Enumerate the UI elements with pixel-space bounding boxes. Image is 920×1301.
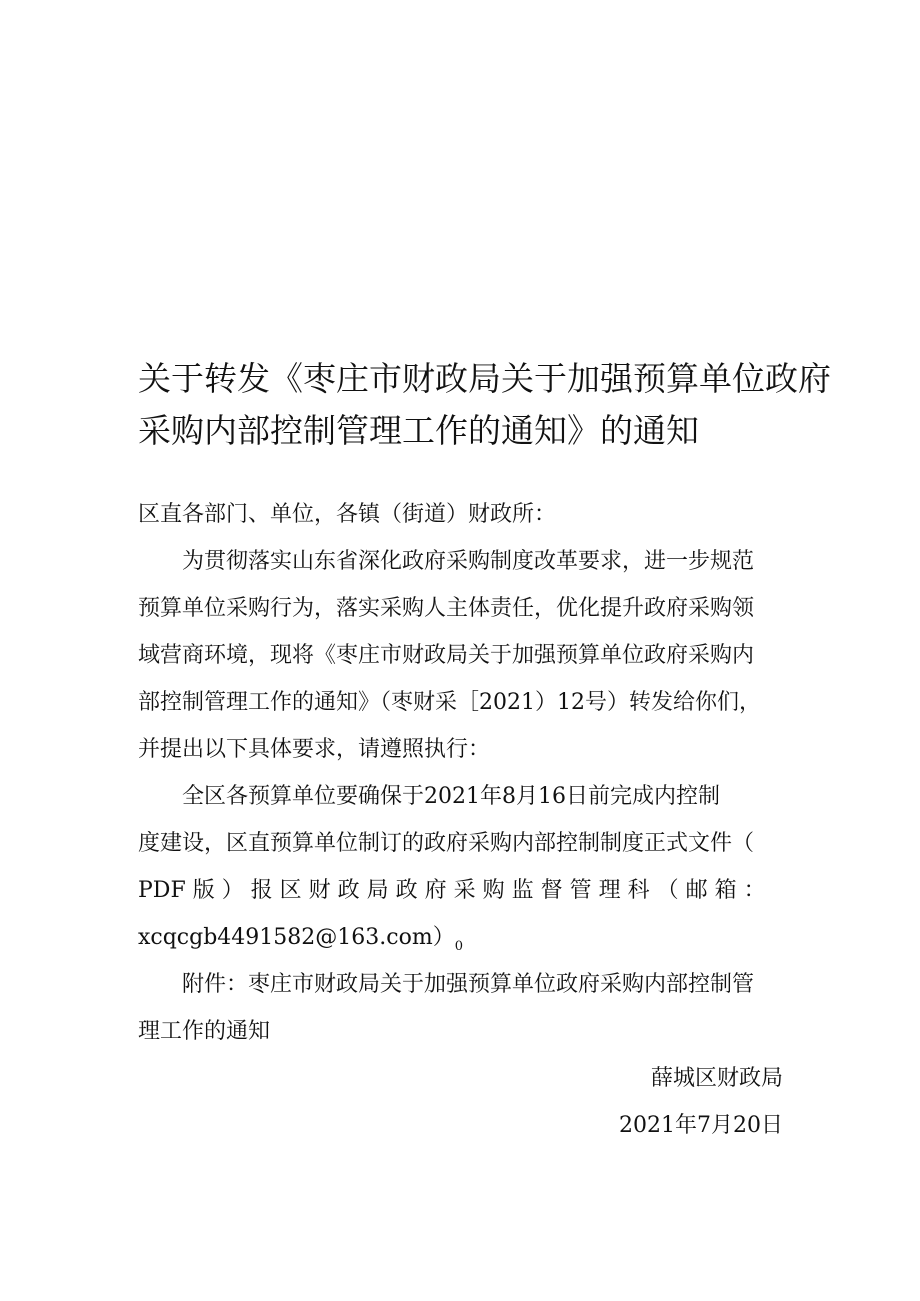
- paragraph-1-line: 部控制管理工作的通知》（枣财采［2021）12号）转发给你们，: [138, 690, 761, 715]
- signature-org: 薛城区财政局: [650, 1066, 783, 1091]
- title-line-2: 采购内部控制管理工作的通知》的通知: [138, 411, 699, 450]
- paragraph-1-line: 预算单位采购行为，落实采购人主体责任，优化提升政府采购领: [138, 596, 755, 621]
- paragraph-2-line: PDF 版 ） 报 区 财 政 局 政 府 采 购 监 督 管 理 科 （ 邮 箱 ：: [138, 878, 766, 903]
- paragraph-2-line: 全区各预算单位要确保于2021年8月16日前完成内控制: [182, 784, 720, 809]
- attachment-note: [138, 961, 783, 1055]
- attachment-line: 理工作的通知: [138, 1019, 271, 1044]
- paragraph-1-line: 域营商环境，现将《枣庄市财政局关于加强预算单位政府采购内: [138, 643, 755, 668]
- paragraph-2-line: 度建设，区直预算单位制订的政府采购内部控制制度正式文件（: [138, 831, 755, 856]
- paragraph-2-line-last: [138, 914, 783, 961]
- attachment-line: 附件：枣庄市财政局关于加强预算单位政府采购内部控制管: [182, 972, 755, 997]
- paragraph-1-line: 并提出以下具体要求，请遵照执行：: [138, 737, 491, 762]
- paragraph-1-line: 为贯彻落实山东省深化政府采购制度改革要求，进一步规范: [182, 549, 755, 574]
- document-title: [138, 353, 831, 457]
- signature-date: 2021年7月20日: [619, 1113, 783, 1138]
- trailing-mark: 0: [454, 939, 463, 954]
- document-body: [138, 491, 783, 1149]
- email-text: xcqcgb4491582@163.com）: [138, 925, 455, 950]
- paragraph-2: [138, 773, 783, 961]
- title-line-1: 关于转发《枣庄市财政局关于加强预算单位政府: [138, 359, 831, 398]
- paragraph-1: [138, 538, 783, 773]
- salutation: 区直各部门、单位，各镇（街道）财政所：: [138, 502, 557, 527]
